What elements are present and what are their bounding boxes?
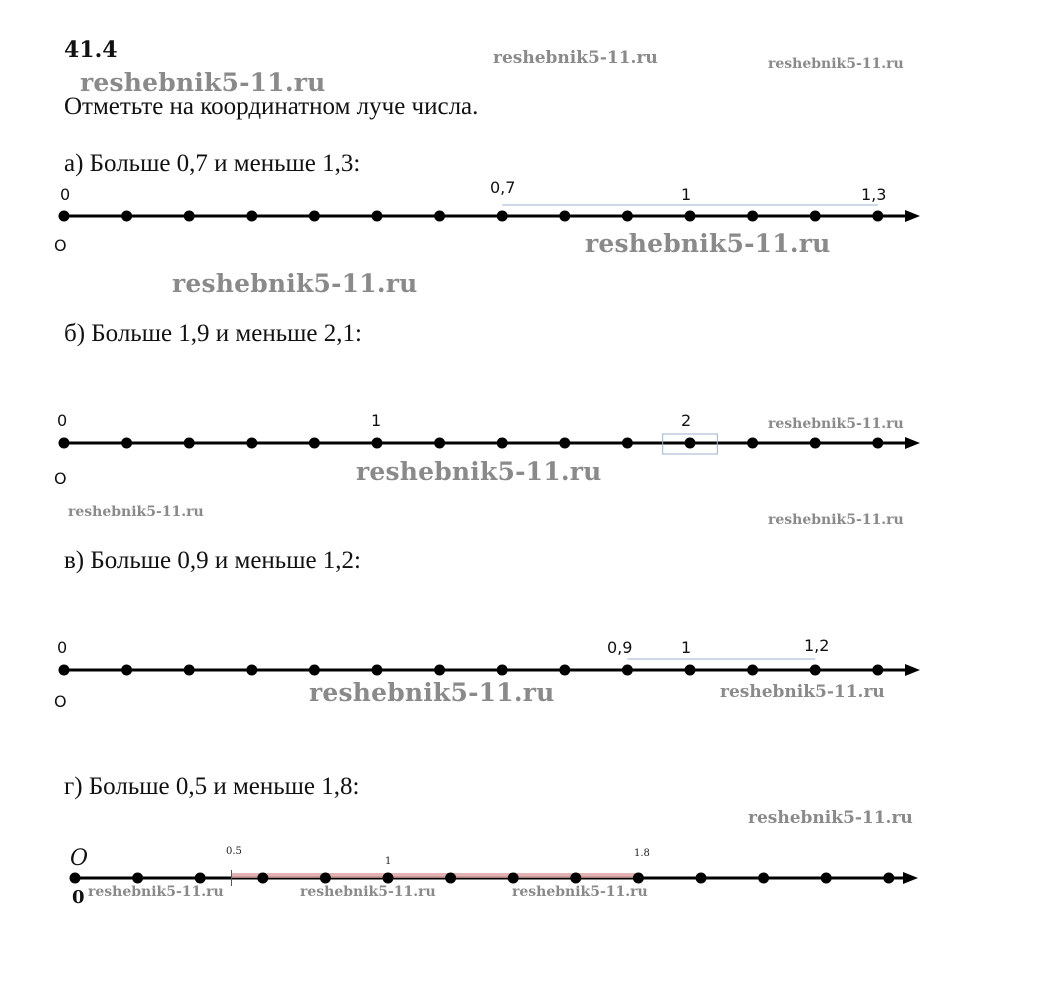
division-point (246, 211, 257, 222)
ray-arrowhead (903, 872, 918, 884)
watermark: reshebnik5-11.ru (68, 504, 204, 520)
division-point (309, 438, 320, 449)
division-point (696, 873, 707, 884)
watermark: reshebnik5-11.ru (88, 884, 224, 900)
watermark: reshebnik5-11.ru (172, 269, 418, 298)
task-a-one-label: 1 (681, 185, 692, 204)
watermark: reshebnik5-11.ru (512, 884, 648, 900)
division-point (434, 665, 445, 676)
division-point (184, 438, 195, 449)
watermark: reshebnik5-11.ru (720, 682, 885, 702)
watermark: reshebnik5-11.ru (585, 229, 831, 258)
watermark: reshebnik5-11.ru (768, 416, 904, 432)
task-v-one-label: 1 (681, 638, 692, 657)
division-point (59, 438, 70, 449)
watermark: reshebnik5-11.ru (300, 884, 436, 900)
watermark: reshebnik5-11.ru (309, 678, 555, 707)
task-b-origin-label: O (54, 469, 67, 488)
division-point (810, 665, 821, 676)
division-point (633, 873, 644, 884)
division-point (497, 211, 508, 222)
watermark: reshebnik5-11.ru (493, 48, 658, 68)
task-g-zero-label: 0 (72, 887, 85, 908)
division-point (497, 438, 508, 449)
task-g-low-label: 0.5 (226, 846, 242, 857)
division-point (445, 873, 456, 884)
task-v-high-label: 1,2 (804, 636, 830, 655)
task-g-high-label: 1.8 (634, 848, 650, 859)
watermark: reshebnik5-11.ru (768, 512, 904, 528)
task-a-title: а) Больше 0,7 и меньше 1,3: (64, 150, 361, 177)
task-b-one-label: 1 (371, 411, 382, 430)
task-v-low-label: 0,9 (607, 638, 633, 657)
division-point (59, 211, 70, 222)
watermark: reshebnik5-11.ru (80, 68, 326, 97)
division-point (121, 438, 132, 449)
watermark: reshebnik5-11.ru (748, 808, 913, 828)
division-point (59, 665, 70, 676)
instruction-text: Отметьте на координатном луче числа. (64, 93, 479, 120)
ray-arrowhead (905, 437, 920, 449)
division-point (372, 438, 383, 449)
task-b-zero-label: 0 (57, 411, 68, 430)
division-point (883, 873, 894, 884)
task-a-origin-label: O (54, 236, 67, 255)
task-g-origin-label: O (70, 846, 89, 871)
division-point (872, 665, 883, 676)
division-point (810, 211, 821, 222)
division-point (121, 665, 132, 676)
task-b-two-label: 2 (681, 411, 692, 430)
division-point (195, 873, 206, 884)
watermark: reshebnik5-11.ru (768, 56, 904, 72)
division-point (246, 438, 257, 449)
task-v-title: в) Больше 0,9 и меньше 1,2: (64, 547, 361, 574)
ray-arrowhead (905, 664, 920, 676)
division-point (257, 873, 268, 884)
division-point (622, 438, 633, 449)
division-point (872, 438, 883, 449)
division-point (320, 873, 331, 884)
task-v-zero-label: 0 (57, 638, 68, 657)
task-a-zero-label: 0 (60, 185, 71, 204)
division-point (747, 438, 758, 449)
division-point (747, 211, 758, 222)
division-point (570, 873, 581, 884)
division-point (622, 665, 633, 676)
division-point (497, 665, 508, 676)
division-point (184, 665, 195, 676)
task-a-low-label: 0,7 (490, 178, 516, 197)
exercise-number: 41.4 (64, 37, 118, 63)
division-point (372, 211, 383, 222)
division-point (70, 873, 81, 884)
division-point (309, 665, 320, 676)
ray-arrowhead (905, 210, 920, 222)
division-point (132, 873, 143, 884)
watermark: reshebnik5-11.ru (356, 457, 602, 486)
division-point (747, 665, 758, 676)
division-point (821, 873, 832, 884)
division-point (184, 211, 195, 222)
division-point (246, 665, 257, 676)
division-point (559, 211, 570, 222)
division-point (685, 665, 696, 676)
task-g-title: г) Больше 0,5 и меньше 1,8: (64, 773, 360, 800)
task-a-high-label: 1,3 (861, 185, 887, 204)
division-point (559, 438, 570, 449)
task-g-one-label: 1 (385, 856, 392, 867)
division-point (383, 873, 394, 884)
division-point (810, 438, 821, 449)
division-point (309, 211, 320, 222)
division-point (372, 665, 383, 676)
division-point (121, 211, 132, 222)
division-point (434, 211, 445, 222)
division-point (685, 438, 696, 449)
division-point (685, 211, 696, 222)
task-v-origin-label: O (54, 692, 67, 711)
division-point (434, 438, 445, 449)
division-point (758, 873, 769, 884)
division-point (559, 665, 570, 676)
division-point (508, 873, 519, 884)
division-point (872, 211, 883, 222)
task-b-title: б) Больше 1,9 и меньше 2,1: (64, 320, 362, 347)
division-point (622, 211, 633, 222)
